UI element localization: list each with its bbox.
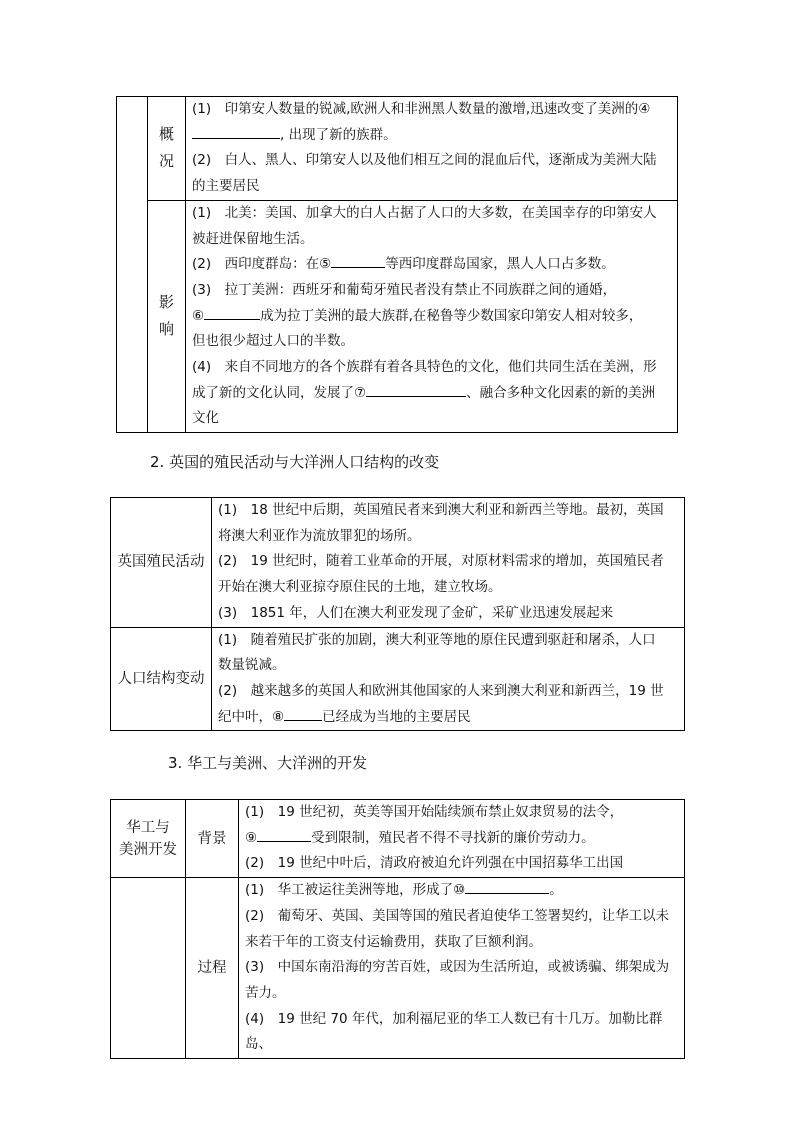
text-line: (2) 越来越多的英国人和欧洲其他国家的人来到澳大利亚和新西兰，19 世 [218, 682, 664, 699]
text-line [192, 123, 671, 149]
table-row [111, 498, 685, 628]
row-label-process: 过程 [186, 878, 239, 1059]
text-line [192, 252, 671, 278]
text-line: (3) 拉丁美洲：西班牙和葡萄牙殖民者没有禁止不同族群之间的通婚， [192, 281, 617, 298]
text-fragment: 成了新的文化认同，发展了⑦ [192, 384, 367, 401]
answer-blank-8[interactable] [284, 705, 322, 721]
text-line: (2) 19 世纪时，随着工业革命的开展，对原材料需求的增加，英国殖民者 [218, 553, 664, 570]
text-fragment: ⑥ [192, 307, 205, 324]
row-label-population-change: 人口结构变动 [111, 627, 212, 731]
text-fragment: 。 [549, 882, 563, 899]
text-line [192, 381, 671, 407]
text-fragment: 成为拉丁美洲的最大族群,在秘鲁等少数国家印第安人相对较多， [260, 307, 643, 324]
text-line: (2) 白人、黑人、印第安人以及他们相互之间的混血后代，逐渐成为美洲大陆 [192, 152, 657, 169]
text-line: (1) 印第安人数量的锐减,欧洲人和非洲黑人数量的激增,迅速改变了美洲的④ [192, 101, 651, 117]
table-left-column [117, 97, 148, 433]
text-line [245, 878, 678, 904]
background-content [239, 800, 685, 878]
text-fragment: 已经成为当地的主要居民 [322, 708, 471, 725]
table-row [111, 878, 685, 1059]
text-line: 来若干年的工资支付运输费用，获取了巨额利润。 [245, 933, 542, 950]
row-label-background: 背景 [186, 800, 239, 878]
text-line: (1) 19 世纪初，英美等国开始陆续颁布禁止奴隶贸易的法令， [245, 804, 624, 820]
text-line [192, 304, 671, 330]
text-line: (1) 随着殖民扩张的加剧，澳大利亚等地的原住民遭到驱赶和屠杀，人口 [218, 631, 656, 648]
text-fragment: (1) 华工被运往美洲等地，形成了⑩ [245, 882, 466, 899]
text-fragment: (2) 西印度群岛：在⑤ [192, 256, 332, 273]
text-fragment: 、融合多种文化因素的新的美洲 [466, 384, 656, 401]
row-label-chinese-laborers-americas: 华工与 美洲开发 [111, 800, 186, 878]
answer-blank-7[interactable] [366, 381, 466, 397]
table-left-cell [111, 878, 186, 1059]
text-line: (1) 北美：美国、加拿大的白人占据了人口的大多数，在美国幸存的印第安人 [192, 204, 657, 221]
text-line: 将澳大利亚作为流放罪犯的场所。 [218, 527, 421, 544]
answer-blank-4[interactable] [192, 123, 280, 139]
text-line: (2) 葡萄牙、英国、美国等国的殖民者迫使华工签署契约，让华工以未 [245, 907, 670, 924]
overview-content [186, 97, 678, 201]
text-line: 数量锐减。 [218, 657, 286, 674]
table-row [111, 627, 685, 731]
section-3-heading: 3. 华工与美洲、大洋洲的开发 [168, 754, 368, 772]
section-2-heading: 2. 英国的殖民活动与大洋洲人口结构的改变 [150, 453, 440, 471]
text-fragment: 受到限制，殖民者不得不寻找新的廉价劳动力。 [311, 829, 595, 846]
text-line: (1) 18 世纪中后期，英国殖民者来到澳大利亚和新西兰等地。最初，英国 [218, 502, 664, 518]
table-row [117, 200, 678, 432]
row-label-british-colonization: 英国殖民活动 [111, 498, 212, 628]
answer-blank-6[interactable] [204, 304, 260, 320]
text-line [245, 826, 678, 852]
table-row [117, 97, 678, 201]
population-change-content [212, 627, 685, 731]
text-line: (2) 19 世纪中叶后，清政府被迫允许列强在中国招募华工出国 [245, 855, 624, 872]
table-chinese-laborers [110, 799, 685, 1059]
process-content [239, 878, 685, 1059]
text-fragment: 等西印度群岛国家，黑人人口占多数。 [385, 256, 615, 273]
text-line: 开始在澳大利亚掠夺原住民的土地，建立牧场。 [218, 579, 502, 596]
text-line: (3) 中国东南沿海的穷苦百姓，或因为生活所迫，或被诱骗、绑架成为 [245, 959, 670, 976]
text-line: (3) 1851 年，人们在澳大利亚发现了金矿，采矿业迅速发展起来 [218, 604, 614, 621]
text-fragment: 纪中叶，⑧ [218, 708, 285, 725]
answer-blank-5[interactable] [331, 252, 385, 268]
table-americas-population [116, 96, 678, 433]
row-label-overview: 概 况 [148, 97, 186, 201]
text-line: (4) 来自不同地方的各个族群有着各具特色的文化，他们共同生活在美洲，形 [192, 359, 657, 376]
text-line: 的主要居民 [192, 178, 260, 195]
table-row [111, 800, 685, 878]
row-label-impact: 影 响 [148, 200, 186, 432]
text-line: 文化 [192, 410, 219, 427]
text-fragment: ⑨ [245, 829, 258, 846]
text-line [218, 705, 678, 731]
answer-blank-9[interactable] [257, 826, 311, 842]
text-line: 被赶进保留地生活。 [192, 230, 314, 247]
answer-blank-10[interactable] [465, 878, 549, 894]
text-line: 苦力。 [245, 984, 286, 1001]
table-oceania-population [110, 497, 685, 731]
text-fragment: , 出现了新的族群。 [280, 126, 397, 143]
text-line: (4) 19 世纪 70 年代，加利福尼亚的华工人数已有十几万。加勒比群岛、 [245, 1010, 663, 1053]
british-colonization-content [212, 498, 685, 628]
impact-content [186, 200, 678, 432]
text-line: 但也很少超过人口的半数。 [192, 333, 354, 350]
